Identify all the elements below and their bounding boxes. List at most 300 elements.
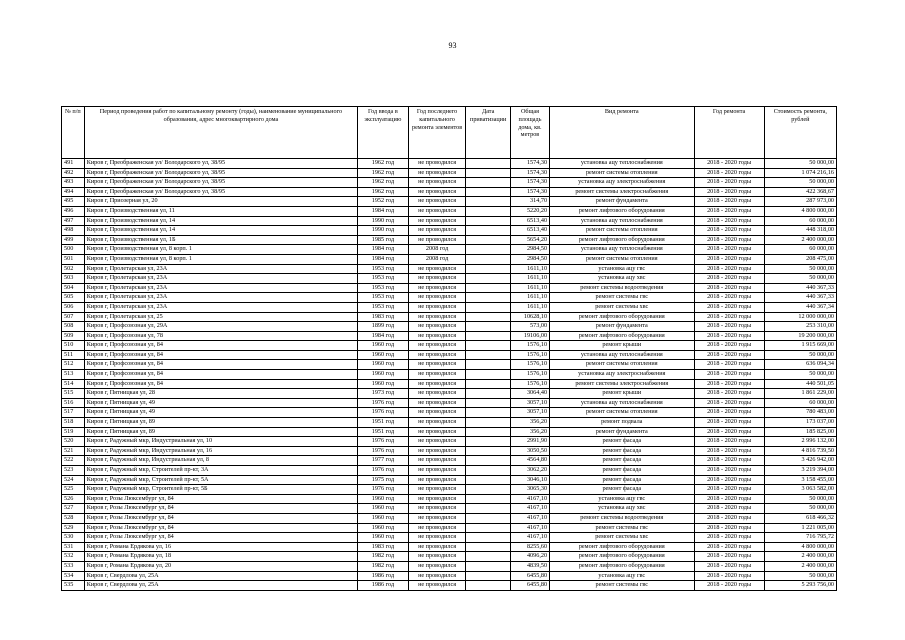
cell-area: 1576,10 [510, 379, 549, 389]
cell-repair-year: 2018 - 2020 годы [694, 274, 764, 284]
cell-last-repair: не проводился [408, 504, 466, 514]
cell-cost: 440 367,33 [764, 293, 836, 303]
cell-last-repair: не проводился [408, 370, 466, 380]
cell-area: 356,20 [510, 418, 549, 428]
cell-num: 531 [62, 542, 85, 552]
cell-area: 6455,80 [510, 571, 549, 581]
cell-num: 530 [62, 533, 85, 543]
cell-num: 503 [62, 274, 85, 284]
cell-work: ремонт системы отопления [550, 226, 694, 236]
cell-last-repair: не проводился [408, 293, 466, 303]
cell-year-in: 1985 год [358, 235, 409, 245]
cell-num: 525 [62, 485, 85, 495]
cell-privatization [466, 523, 510, 533]
cell-privatization [466, 513, 510, 523]
table-row [62, 331, 837, 341]
cell-repair-year: 2018 - 2020 годы [694, 283, 764, 293]
cell-last-repair: не проводился [408, 159, 466, 169]
cell-year-in: 1982 год [358, 561, 409, 571]
cell-year-in: 1962 год [358, 168, 409, 178]
cell-last-repair: не проводился [408, 216, 466, 226]
cell-area: 1576,10 [510, 370, 549, 380]
table-row [62, 226, 837, 236]
cell-work: ремонт фундамента [550, 197, 694, 207]
cell-last-repair: не проводился [408, 264, 466, 274]
cell-work: ремонт фасада [550, 456, 694, 466]
cell-address: Киров г, Производственная ул, 8 корп. 1 [84, 245, 357, 255]
cell-work: ремонт фундамента [550, 427, 694, 437]
table-row [62, 398, 837, 408]
cell-year-in: 1986 год [358, 581, 409, 591]
cell-repair-year: 2018 - 2020 годы [694, 197, 764, 207]
cell-address: Киров г, Романа Ердякова ул, 20 [84, 561, 357, 571]
cell-privatization [466, 293, 510, 303]
cell-year-in: 1952 год [358, 197, 409, 207]
cell-repair-year: 2018 - 2020 годы [694, 571, 764, 581]
cell-num: 501 [62, 254, 85, 264]
cell-cost: 3 219 394,00 [764, 466, 836, 476]
cell-repair-year: 2018 - 2020 годы [694, 245, 764, 255]
cell-privatization [466, 427, 510, 437]
header-privatization: Дата приватизации [466, 107, 510, 159]
cell-privatization [466, 168, 510, 178]
cell-area: 314,70 [510, 197, 549, 207]
table-row [62, 322, 837, 332]
cell-num: 534 [62, 571, 85, 581]
cell-num: 512 [62, 360, 85, 370]
cell-repair-year: 2018 - 2020 годы [694, 312, 764, 322]
cell-year-in: 1976 год [358, 408, 409, 418]
cell-area: 1574,30 [510, 159, 549, 169]
cell-privatization [466, 283, 510, 293]
cell-area: 1611,10 [510, 264, 549, 274]
cell-area: 3057,10 [510, 398, 549, 408]
cell-cost: 440 367,33 [764, 283, 836, 293]
cell-area: 1574,30 [510, 178, 549, 188]
cell-cost: 185 825,00 [764, 427, 836, 437]
cell-work: ремонт системы электроснабжения [550, 379, 694, 389]
cell-cost: 208 475,00 [764, 254, 836, 264]
table-row [62, 360, 837, 370]
cell-address: Киров г, Пятницкая ул, 89 [84, 418, 357, 428]
cell-privatization [466, 561, 510, 571]
table-row [62, 523, 837, 533]
cell-cost: 50 000,00 [764, 370, 836, 380]
table-row [62, 581, 837, 591]
cell-num: 515 [62, 389, 85, 399]
cell-work: ремонт крыши [550, 341, 694, 351]
cell-work: установка ацу теплоснабжения [550, 245, 694, 255]
cell-year-in: 1960 год [358, 379, 409, 389]
cell-privatization [466, 312, 510, 322]
cell-last-repair: не проводился [408, 542, 466, 552]
cell-num: 502 [62, 264, 85, 274]
cell-area: 4167,10 [510, 504, 549, 514]
cell-num: 496 [62, 206, 85, 216]
cell-address: Киров г, Преображенская ул/ Володарского ул, 38/95 [84, 168, 357, 178]
table-header-row [62, 107, 837, 159]
table-row [62, 245, 837, 255]
cell-num: 523 [62, 466, 85, 476]
cell-repair-year: 2018 - 2020 годы [694, 159, 764, 169]
cell-address: Киров г, Профсоюзная ул, 84 [84, 350, 357, 360]
cell-area: 1611,10 [510, 293, 549, 303]
cell-last-repair: не проводился [408, 322, 466, 332]
cell-work: ремонт подвала [550, 418, 694, 428]
cell-privatization [466, 408, 510, 418]
cell-repair-year: 2018 - 2020 годы [694, 475, 764, 485]
cell-privatization [466, 302, 510, 312]
cell-num: 506 [62, 302, 85, 312]
cell-privatization [466, 446, 510, 456]
table-row [62, 561, 837, 571]
cell-cost: 422 368,67 [764, 187, 836, 197]
cell-last-repair: не проводился [408, 446, 466, 456]
cell-cost: 2 400 000,00 [764, 552, 836, 562]
cell-work: ремонт системы водоотведения [550, 513, 694, 523]
cell-address: Киров г, Производственная ул, 11 [84, 206, 357, 216]
cell-year-in: 1976 год [358, 398, 409, 408]
cell-year-in: 1976 год [358, 466, 409, 476]
cell-cost: 50 000,00 [764, 504, 836, 514]
cell-work: установка ацу хвс [550, 274, 694, 284]
cell-repair-year: 2018 - 2020 годы [694, 418, 764, 428]
cell-num: 526 [62, 494, 85, 504]
cell-area: 2984,50 [510, 254, 549, 264]
cell-last-repair: не проводился [408, 341, 466, 351]
cell-repair-year: 2018 - 2020 годы [694, 226, 764, 236]
table-row [62, 283, 837, 293]
cell-last-repair: не проводился [408, 331, 466, 341]
cell-num: 524 [62, 475, 85, 485]
cell-cost: 60 000,00 [764, 398, 836, 408]
cell-year-in: 1951 год [358, 427, 409, 437]
cell-num: 516 [62, 398, 85, 408]
cell-area: 1574,30 [510, 168, 549, 178]
cell-last-repair: не проводился [408, 523, 466, 533]
cell-address: Киров г, Пролетарская ул, 23А [84, 264, 357, 274]
cell-area: 4564,80 [510, 456, 549, 466]
cell-year-in: 1960 год [358, 504, 409, 514]
cell-last-repair: не проводился [408, 197, 466, 207]
cell-cost: 3 426 942,00 [764, 456, 836, 466]
cell-privatization [466, 322, 510, 332]
cell-last-repair: не проводился [408, 312, 466, 322]
cell-address: Киров г, Розы Люксембург ул, 84 [84, 504, 357, 514]
cell-privatization [466, 264, 510, 274]
cell-year-in: 1953 год [358, 264, 409, 274]
cell-privatization [466, 159, 510, 169]
cell-year-in: 1990 год [358, 216, 409, 226]
table-row [62, 513, 837, 523]
cell-repair-year: 2018 - 2020 годы [694, 206, 764, 216]
table-row [62, 437, 837, 447]
cell-num: 514 [62, 379, 85, 389]
cell-num: 522 [62, 456, 85, 466]
table-row [62, 408, 837, 418]
cell-privatization [466, 581, 510, 591]
cell-area: 1611,10 [510, 283, 549, 293]
cell-last-repair: не проводился [408, 187, 466, 197]
cell-work: ремонт фасада [550, 466, 694, 476]
cell-year-in: 1960 год [358, 360, 409, 370]
cell-area: 1576,10 [510, 360, 549, 370]
table-row [62, 475, 837, 485]
cell-privatization [466, 187, 510, 197]
cell-last-repair: не проводился [408, 552, 466, 562]
cell-last-repair: не проводился [408, 206, 466, 216]
cell-cost: 3 063 582,00 [764, 485, 836, 495]
cell-last-repair: не проводился [408, 494, 466, 504]
cell-work: установка ацу теплоснабжения [550, 159, 694, 169]
cell-num: 517 [62, 408, 85, 418]
cell-address: Киров г, Производственная ул, 14 [84, 216, 357, 226]
cell-area: 3046,10 [510, 475, 549, 485]
table-row [62, 427, 837, 437]
cell-address: Киров г, Приозерная ул, 20 [84, 197, 357, 207]
cell-area: 1611,10 [510, 274, 549, 284]
cell-area: 6455,80 [510, 581, 549, 591]
cell-privatization [466, 235, 510, 245]
cell-year-in: 1899 год [358, 322, 409, 332]
cell-cost: 2 400 000,00 [764, 235, 836, 245]
cell-privatization [466, 360, 510, 370]
cell-last-repair: не проводился [408, 350, 466, 360]
table-row [62, 293, 837, 303]
cell-cost: 50 000,00 [764, 274, 836, 284]
cell-year-in: 1976 год [358, 446, 409, 456]
cell-repair-year: 2018 - 2020 годы [694, 408, 764, 418]
cell-repair-year: 2018 - 2020 годы [694, 427, 764, 437]
cell-num: 497 [62, 216, 85, 226]
cell-year-in: 1960 год [358, 523, 409, 533]
cell-num: 510 [62, 341, 85, 351]
cell-work: ремонт фасада [550, 485, 694, 495]
cell-address: Киров г, Пролетарская ул, 25 [84, 312, 357, 322]
cell-last-repair: не проводился [408, 379, 466, 389]
cell-cost: 60 000,00 [764, 216, 836, 226]
cell-area: 4167,10 [510, 533, 549, 543]
cell-last-repair: не проводился [408, 466, 466, 476]
cell-cost: 440 501,05 [764, 379, 836, 389]
cell-repair-year: 2018 - 2020 годы [694, 187, 764, 197]
cell-year-in: 1960 год [358, 350, 409, 360]
cell-repair-year: 2018 - 2020 годы [694, 302, 764, 312]
table-row [62, 159, 837, 169]
cell-privatization [466, 379, 510, 389]
cell-last-repair: 2008 год [408, 245, 466, 255]
cell-year-in: 1983 год [358, 542, 409, 552]
cell-cost: 2 400 000,00 [764, 561, 836, 571]
cell-address: Киров г, Профсоюзная ул, 84 [84, 379, 357, 389]
cell-cost: 780 483,00 [764, 408, 836, 418]
cell-year-in: 1962 год [358, 178, 409, 188]
cell-cost: 448 318,00 [764, 226, 836, 236]
cell-privatization [466, 350, 510, 360]
cell-year-in: 1960 год [358, 533, 409, 543]
cell-last-repair: не проводился [408, 437, 466, 447]
cell-address: Киров г, Розы Люксембург ул, 84 [84, 494, 357, 504]
cell-year-in: 1984 год [358, 245, 409, 255]
cell-year-in: 1986 год [358, 571, 409, 581]
table-row [62, 302, 837, 312]
cell-address: Киров г, Производственная ул, 1Б [84, 235, 357, 245]
table-row [62, 494, 837, 504]
cell-work: ремонт системы гвс [550, 581, 694, 591]
cell-cost: 716 795,72 [764, 533, 836, 543]
cell-work: ремонт системы электроснабжения [550, 187, 694, 197]
cell-num: 519 [62, 427, 85, 437]
cell-repair-year: 2018 - 2020 годы [694, 370, 764, 380]
header-num: № п/п [62, 107, 85, 159]
cell-address: Киров г, Профсоюзная ул, 84 [84, 370, 357, 380]
cell-year-in: 1962 год [358, 187, 409, 197]
cell-year-in: 1983 год [358, 312, 409, 322]
cell-address: Киров г, Свердлова ул, 25А [84, 571, 357, 581]
cell-year-in: 1953 год [358, 293, 409, 303]
header-work: Вид ремонта [550, 107, 694, 159]
cell-year-in: 1984 год [358, 254, 409, 264]
cell-privatization [466, 475, 510, 485]
cell-year-in: 1984 год [358, 331, 409, 341]
cell-area: 2984,50 [510, 245, 549, 255]
cell-repair-year: 2018 - 2020 годы [694, 561, 764, 571]
cell-work: установка ацу гвс [550, 494, 694, 504]
table-row [62, 571, 837, 581]
cell-last-repair: не проводился [408, 485, 466, 495]
cell-area: 2991,90 [510, 437, 549, 447]
cell-cost: 3 158 455,00 [764, 475, 836, 485]
cell-repair-year: 2018 - 2020 годы [694, 254, 764, 264]
cell-num: 492 [62, 168, 85, 178]
table-row [62, 446, 837, 456]
cell-num: 493 [62, 178, 85, 188]
cell-address: Киров г, Пролетарская ул, 23А [84, 293, 357, 303]
cell-year-in: 1953 год [358, 274, 409, 284]
cell-repair-year: 2018 - 2020 годы [694, 533, 764, 543]
table-row [62, 552, 837, 562]
cell-repair-year: 2018 - 2020 годы [694, 437, 764, 447]
cell-last-repair: не проводился [408, 226, 466, 236]
cell-privatization [466, 418, 510, 428]
cell-num: 533 [62, 561, 85, 571]
cell-work: ремонт системы отопления [550, 254, 694, 264]
header-address: Период проведения работ по капитальному ремонту (годы), наименование муниципального образования, адрес многоквартирного дома [84, 107, 357, 159]
cell-year-in: 1951 год [358, 418, 409, 428]
cell-num: 508 [62, 322, 85, 332]
cell-cost: 440 367,34 [764, 302, 836, 312]
cell-privatization [466, 552, 510, 562]
cell-address: Киров г, Пролетарская ул, 23А [84, 302, 357, 312]
cell-area: 8255,60 [510, 542, 549, 552]
table-row [62, 187, 837, 197]
cell-year-in: 1982 год [358, 552, 409, 562]
cell-address: Киров г, Профсоюзная ул, 78 [84, 331, 357, 341]
cell-repair-year: 2018 - 2020 годы [694, 178, 764, 188]
cell-address: Киров г, Пятницкая ул, 89 [84, 427, 357, 437]
cell-cost: 1 221 005,00 [764, 523, 836, 533]
cell-area: 6513,40 [510, 226, 549, 236]
header-cost: Стоимость ремонта, рублей [764, 107, 836, 159]
cell-num: 500 [62, 245, 85, 255]
cell-area: 1576,10 [510, 341, 549, 351]
cell-address: Киров г, Радужный мкр, Строителей пр-кт, 5Б [84, 485, 357, 495]
cell-year-in: 1960 год [358, 341, 409, 351]
cell-cost: 12 000 000,00 [764, 312, 836, 322]
cell-work: установка ацу электроснабжения [550, 178, 694, 188]
cell-num: 507 [62, 312, 85, 322]
cell-last-repair: не проводился [408, 168, 466, 178]
cell-address: Киров г, Пятницкая ул, 49 [84, 398, 357, 408]
cell-privatization [466, 178, 510, 188]
cell-cost: 50 000,00 [764, 494, 836, 504]
header-last-repair: Год последнего капитального ремонта элементов [408, 107, 466, 159]
cell-cost: 2 996 132,00 [764, 437, 836, 447]
table-row [62, 312, 837, 322]
cell-privatization [466, 331, 510, 341]
cell-cost: 253 310,00 [764, 322, 836, 332]
table-row [62, 485, 837, 495]
cell-num: 505 [62, 293, 85, 303]
table-row [62, 254, 837, 264]
cell-repair-year: 2018 - 2020 годы [694, 322, 764, 332]
cell-repair-year: 2018 - 2020 годы [694, 235, 764, 245]
cell-last-repair: не проводился [408, 274, 466, 284]
cell-last-repair: не проводился [408, 427, 466, 437]
cell-num: 535 [62, 581, 85, 591]
table-row [62, 456, 837, 466]
cell-repair-year: 2018 - 2020 годы [694, 552, 764, 562]
cell-area: 1611,10 [510, 302, 549, 312]
cell-work: ремонт системы хвс [550, 533, 694, 543]
cell-work: ремонт лифтового оборудования [550, 542, 694, 552]
cell-year-in: 1984 год [358, 206, 409, 216]
cell-address: Киров г, Радужный мкр, Индустриальная ул, 16 [84, 446, 357, 456]
cell-last-repair: не проводился [408, 283, 466, 293]
cell-repair-year: 2018 - 2020 годы [694, 379, 764, 389]
cell-cost: 50 000,00 [764, 350, 836, 360]
table-row [62, 418, 837, 428]
page-number: 93 [448, 41, 457, 50]
cell-cost: 1 915 669,00 [764, 341, 836, 351]
header-area: Общая площадь дома, кв. метров [510, 107, 549, 159]
cell-address: Киров г, Радужный мкр, Индустриальная ул, 10 [84, 437, 357, 447]
cell-work: установка ацу гвс [550, 571, 694, 581]
cell-cost: 618 466,32 [764, 513, 836, 523]
table-row [62, 178, 837, 188]
cell-repair-year: 2018 - 2020 годы [694, 293, 764, 303]
cell-address: Киров г, Преображенская ул/ Володарского ул, 38/95 [84, 159, 357, 169]
cell-privatization [466, 274, 510, 284]
cell-address: Киров г, Производственная ул, 14 [84, 226, 357, 236]
table-row [62, 379, 837, 389]
cell-cost: 19 200 000,00 [764, 331, 836, 341]
cell-last-repair: не проводился [408, 533, 466, 543]
cell-cost: 50 000,00 [764, 178, 836, 188]
cell-year-in: 1977 год [358, 456, 409, 466]
cell-last-repair: не проводился [408, 178, 466, 188]
cell-year-in: 1973 год [358, 389, 409, 399]
cell-last-repair: не проводился [408, 408, 466, 418]
cell-year-in: 1960 год [358, 494, 409, 504]
cell-privatization [466, 206, 510, 216]
cell-year-in: 1990 год [358, 226, 409, 236]
cell-year-in: 1953 год [358, 302, 409, 312]
cell-year-in: 1960 год [358, 513, 409, 523]
cell-num: 504 [62, 283, 85, 293]
cell-address: Киров г, Розы Люксембург ул, 84 [84, 513, 357, 523]
cell-address: Киров г, Пролетарская ул, 23А [84, 283, 357, 293]
